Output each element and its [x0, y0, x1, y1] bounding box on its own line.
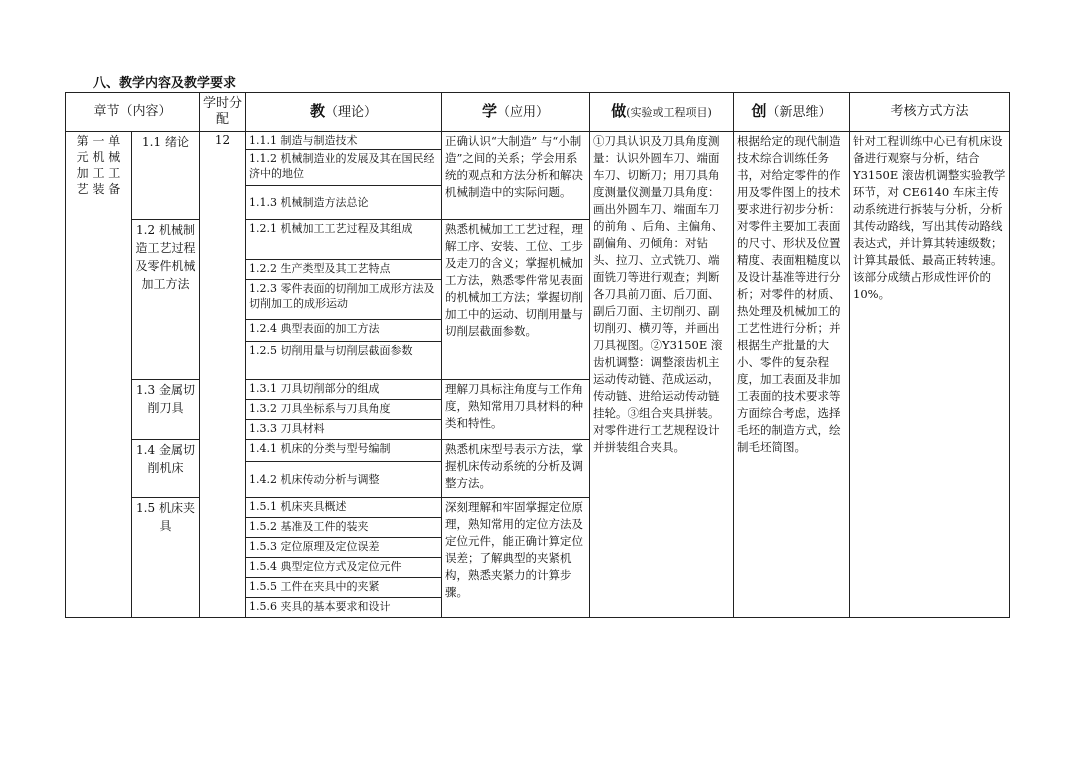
topic-item: 1.4.2 机床传动分析与调整 — [246, 462, 442, 498]
topic-item: 1.1.1 制造与制造技术 — [246, 132, 442, 150]
topic-item: 1.2.2 生产类型及其工艺特点 — [246, 260, 442, 280]
section-title: 八、教学内容及教学要求 — [93, 76, 237, 91]
learn-text-1-3: 理解刀具标注角度与工作角度，熟知常用刀具材料的种类和特性。 — [442, 380, 590, 440]
header-learn: 学（应用） — [442, 93, 590, 132]
header-chapter: 章节（内容） — [66, 93, 200, 132]
header-assess: 考核方式方法 — [850, 93, 1010, 132]
header-teach: 教（理论） — [246, 93, 442, 132]
learn-text-1-2: 熟悉机械加工工艺过程，理解工序、安装、工位、工步及走刀的含义；掌握机械加工方法，熟悉零件常见表面的机械加工方法；掌握切削加工中的运动、切削用量与切削层截面参数。 — [442, 220, 590, 380]
topic-item: 1.5.3 定位原理及定位误差 — [246, 538, 442, 558]
section-title-1-2: 1.2 机械制造工艺过程及零件机械加工方法 — [132, 220, 200, 380]
create-text: 根据给定的现代制造技术综合训练任务书，对给定零件的作用及零件图上的技术要求进行初步分析：对零件主要加工表面的尺寸、形状及位置精度、表面粗糙度以及设计基准等进行分析；对零件的材质、热处理及机械加工的工艺性进行分析；并根据生产批量的大小、零件的复杂程度，加工表面及非加工表面的技术要求等方面综合考虑，选择毛坯的制造方式，绘制毛坯简图。 — [734, 132, 850, 618]
learn-text-1-1: 正确认识“大制造” 与“小制造”之间的关系；学会用系统的观点和方法分析和解决机械制造中的实际问题。 — [442, 132, 590, 220]
topic-item: 1.5.2 基准及工件的装夹 — [246, 518, 442, 538]
topic-item: 1.2.5 切削用量与切削层截面参数 — [246, 342, 442, 380]
topic-item: 1.2.3 零件表面的切削加工成形方法及切削加工的成形运动 — [246, 280, 442, 320]
do-text: ①刀具认识及刀具角度测量：认识外圆车刀、端面车刀、切断刀；用刀具角度测量仪测量刀具角度：画出外圆车刀、端面车刀的前角 、后角、主偏角、副偏角、刃倾角：对钻头、拉刀、立式铣刀、端面铣刀等进行观查；判断各刀具前刀面、后刀面、副后刀面、主切削刃、副切削刃、横刃等，并画出刀具视图。②Y3150E 滚齿机调整：调整滚齿机主运动传动链、范成运动，传动链、进给运动传动链挂轮。③组合夹具拼装。对零件进行工艺规程设计并拼装组合夹具。 — [590, 132, 734, 618]
topic-item: 1.1.2 机械制造业的发展及其在国民经济中的地位 — [246, 150, 442, 186]
header-row — [66, 93, 1010, 132]
topic-item: 1.1.3 机械制造方法总论 — [246, 186, 442, 220]
topic-item: 1.3.2 刀具坐标系与刀具角度 — [246, 400, 442, 420]
section-title-1-5: 1.5 机床夹具 — [132, 498, 200, 618]
section-title-1-3: 1.3 金属切削刀具 — [132, 380, 200, 440]
header-create: 创（新思维） — [734, 93, 850, 132]
table-row — [66, 132, 1010, 150]
topic-item: 1.4.1 机床的分类与型号编制 — [246, 440, 442, 462]
topic-item: 1.5.1 机床夹具概述 — [246, 498, 442, 518]
topic-item: 1.5.4 典型定位方式及定位元件 — [246, 558, 442, 578]
topic-item: 1.3.1 刀具切削部分的组成 — [246, 380, 442, 400]
section-title-1-4: 1.4 金属切削机床 — [132, 440, 200, 498]
teaching-content-table — [65, 92, 1010, 618]
topic-item: 1.5.5 工件在夹具中的夹紧 — [246, 578, 442, 598]
header-do: 做(实验或工程项目) — [590, 93, 734, 132]
topic-item: 1.3.3 刀具材料 — [246, 420, 442, 440]
section-title-1-1: 1.1 绪论 — [132, 132, 200, 220]
header-hours: 学时分配 — [200, 93, 246, 132]
unit-label: 第 一 单 元 机 械 加 工 工 艺 装 备 — [66, 132, 132, 618]
learn-text-1-5: 深刻理解和牢固掌握定位原理，熟知常用的定位方法及定位元件，能正确计算定位误差；了解典型的夹紧机构，熟悉夹紧力的计算步骤。 — [442, 498, 590, 618]
learn-text-1-4: 熟悉机床型号表示方法，掌握机床传动系统的分析及调整方法。 — [442, 440, 590, 498]
assess-text: 针对工程训练中心已有机床设备进行观察与分析，结合 Y3150E 滚齿机调整实验教学环节，对 CE6140 车床主传动系统进行拆装与分析，分析其传动路线，写出其传动路线表达式，并计算其转速级数；计算其最低、最高正转转速。该部分成绩占形成性评价的 10%。 — [850, 132, 1010, 618]
topic-item: 1.5.6 夹具的基本要求和设计 — [246, 598, 442, 618]
topic-item: 1.2.1 机械加工工艺过程及其组成 — [246, 220, 442, 260]
topic-item: 1.2.4 典型表面的加工方法 — [246, 320, 442, 342]
hours-value: 12 — [200, 132, 246, 618]
